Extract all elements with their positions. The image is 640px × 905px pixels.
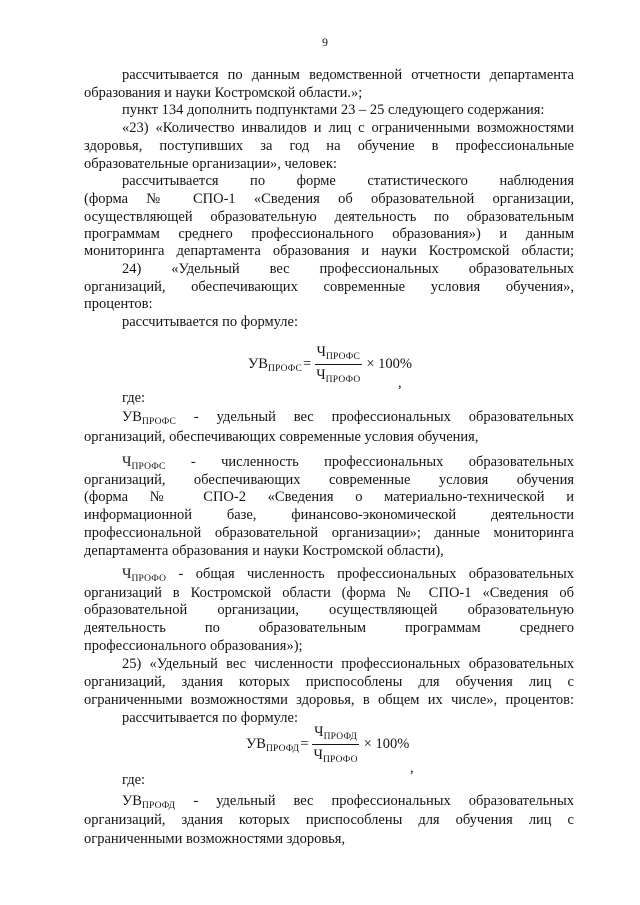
- definition-line: департамента образования и науки Костромской области),: [84, 543, 444, 559]
- item-23-method-line: осуществляющей образовательную деятельность по образовательным: [84, 209, 574, 225]
- item-23-title-line: «23) «Количество инвалидов и лиц с ограниченными возможностями: [122, 120, 574, 136]
- definition-dash: -: [178, 566, 184, 582]
- definition-first-line: [122, 565, 574, 585]
- intro-line: рассчитывается по данным ведомственной отчетности департамента: [122, 67, 574, 83]
- item-23-method-line: (форма № СПО-1 «Сведения об образовательной организации,: [84, 191, 574, 207]
- definition-first-line: [122, 408, 574, 428]
- item-24-title-line: организаций, обеспечивающих современные условия обучения»,: [84, 279, 574, 295]
- symbol-main: Ч: [122, 454, 132, 470]
- definition-symbol: [122, 566, 166, 582]
- item-25-method: рассчитывается по формуле:: [122, 710, 298, 726]
- definition-symbol: [122, 454, 166, 470]
- symbol-subscript: ПРОФС: [141, 417, 177, 427]
- definition-line: образовательной организации, осуществляющей образовательную: [84, 602, 574, 618]
- formula-denominator: [314, 365, 362, 386]
- definition-first-line: [122, 792, 574, 812]
- definition-line: организаций, обеспечивающих современные условия обучения,: [84, 429, 479, 445]
- formula-lhs: [246, 736, 299, 753]
- item-24-title-line: процентов:: [84, 296, 153, 312]
- page-number: 9: [322, 35, 328, 49]
- definition-dash: -: [193, 409, 199, 425]
- formula-trailing-comma: ,: [398, 375, 402, 391]
- formula-lhs: [248, 356, 302, 373]
- formula-multiplier: × 100%: [366, 355, 413, 372]
- definition-line: ограниченными возможностями здоровья,: [84, 831, 346, 847]
- definition-dash: -: [193, 793, 199, 809]
- numerator-symbol: Ч: [316, 343, 326, 360]
- definition-line: деятельность по образовательным программам среднего: [84, 620, 574, 636]
- symbol-subscript: ПРОФД: [141, 801, 176, 811]
- definition-line: организаций в Костромской области (форма № СПО-1 «Сведения об: [84, 585, 574, 601]
- definition-symbol: [122, 409, 176, 425]
- item-23-method-line: мониторинга департамента образования и науки Костромской области;: [84, 243, 574, 259]
- symbol-main: УВ: [122, 409, 142, 425]
- definition-line: (форма № СПО-2 «Сведения о материально-технической и: [84, 489, 574, 505]
- definition-line: организаций, здания которых приспособлены для обучения лиц с: [84, 812, 574, 828]
- formula-trailing-comma: ,: [410, 760, 414, 776]
- symbol-main: УВ: [122, 793, 142, 809]
- formula-fraction: [312, 723, 360, 766]
- formula-fraction: [314, 343, 362, 386]
- item-23-title-line: здоровья, поступивших за год на обучение в профессиональные: [84, 138, 574, 154]
- formula-lhs-symbol: УВ: [248, 355, 268, 372]
- definition-line: информационной базе, финансово-экономической деятельности: [84, 507, 574, 523]
- definition-text: численность профессиональных образовательных: [221, 454, 575, 470]
- numerator-symbol: Ч: [314, 723, 324, 740]
- amendment-text: пункт 134 дополнить подпунктами 23 – 25 следующего содержания:: [122, 102, 545, 118]
- symbol-subscript: ПРОФО: [131, 574, 167, 584]
- definition-text: удельный вес профессиональных образовательных: [216, 409, 575, 425]
- formula-equals: =: [300, 735, 309, 752]
- item-25-title-line: 25) «Удельный вес численности профессиональных образовательных: [122, 656, 574, 672]
- item-23-method-line: программам среднего профессионального образования») и данным: [84, 226, 574, 242]
- definition-dash: -: [190, 454, 196, 470]
- item-25-title-line: ограниченными возможностями здоровья, в общем их числе», процентов:: [84, 692, 574, 708]
- intro-line: образования и науки Костромской области.»;: [84, 85, 363, 101]
- formula-denominator: [312, 745, 360, 766]
- formula-item-24: [248, 343, 412, 385]
- formula-lhs-subscript: ПРОФД: [265, 743, 300, 754]
- denominator-symbol: Ч: [313, 746, 323, 763]
- denominator-subscript: ПРОФО: [325, 374, 361, 385]
- denominator-subscript: ПРОФО: [322, 754, 358, 765]
- item-23-title-line: образовательные организации», человек:: [84, 156, 337, 172]
- formula-numerator: [315, 343, 363, 365]
- formula-numerator: [312, 723, 359, 745]
- definition-first-line: [122, 453, 574, 473]
- denominator-symbol: Ч: [316, 366, 326, 383]
- formula-item-25: [246, 723, 409, 765]
- item-23-method-line: рассчитывается по форме статистического наблюдения: [122, 173, 574, 189]
- formula-lhs-subscript: ПРОФС: [267, 363, 303, 374]
- definition-line: профессиональной образовательной организации»; данные мониторинга: [84, 525, 574, 541]
- numerator-subscript: ПРОФС: [325, 351, 361, 362]
- item-24-title-line: 24) «Удельный вес профессиональных образовательных: [122, 261, 574, 277]
- definition-line: профессионального образования»);: [84, 638, 303, 654]
- numerator-subscript: ПРОФД: [323, 731, 357, 742]
- formula-multiplier: × 100%: [363, 735, 410, 752]
- formula-lhs-symbol: УВ: [246, 735, 266, 752]
- definition-text: общая численность профессиональных образовательных: [195, 566, 574, 582]
- definition-line: организаций, обеспечивающих современные условия обучения: [84, 472, 574, 488]
- where-label: где:: [122, 772, 146, 788]
- item-25-title-line: организаций, здания которых приспособлены для обучения лиц с: [84, 674, 574, 690]
- symbol-main: Ч: [122, 566, 132, 582]
- where-label: где:: [122, 390, 146, 406]
- symbol-subscript: ПРОФС: [131, 462, 166, 472]
- formula-equals: =: [303, 355, 312, 372]
- definition-symbol: [122, 793, 175, 809]
- item-24-method: рассчитывается по формуле:: [122, 314, 298, 330]
- definition-text: удельный вес профессиональных образовательных: [216, 793, 575, 809]
